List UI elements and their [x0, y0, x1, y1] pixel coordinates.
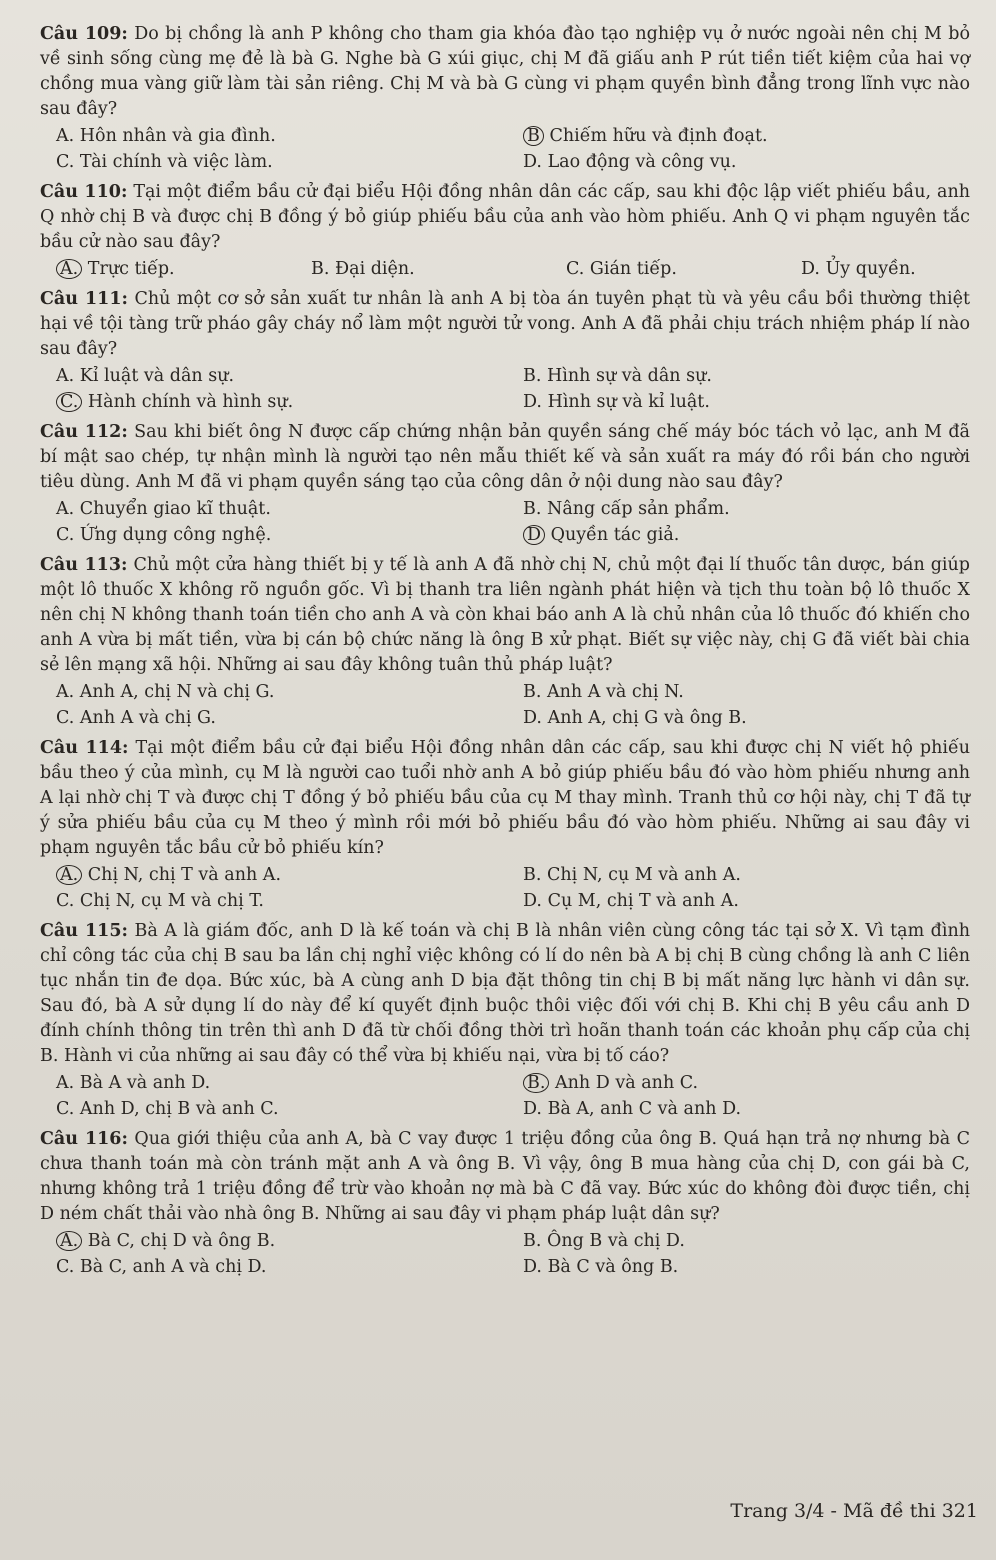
- option-b[interactable]: B. Nâng cấp sản phẩm.: [523, 499, 730, 519]
- question-label: Câu 116:: [40, 1129, 128, 1149]
- option-c[interactable]: C. Hành chính và hình sự.: [56, 390, 503, 414]
- page-footer: Trang 3/4 - Mã đề thi 321: [730, 1500, 978, 1522]
- option-a[interactable]: A. Anh A, chị N và chị G.: [56, 682, 275, 702]
- option-c[interactable]: C. Gián tiếp.: [566, 259, 677, 279]
- question-109: [40, 22, 970, 174]
- answer-options: [56, 680, 970, 730]
- question-110: [40, 180, 970, 281]
- option-a[interactable]: A. Bà A và anh D.: [56, 1073, 211, 1093]
- question-text: Câu 114: Tại một điểm bầu cử đại biểu Hội đồng nhân dân các cấp, sau khi được chị N viết hộ phiếu bầu theo ý của mình, cụ M là người cao tuổi nhờ anh A bỏ giúp phiếu bầu đó vào hòm phiếu nhưng anh A lại nhờ chị T và được chị T đồng ý bỏ phiếu bầu của cụ M thay mình. Tranh thủ cơ hội này, chị T đã tự ý sửa phiếu bầu của cụ M theo ý mình rồi mới bỏ phiếu bầu đó vào hòm phiếu. Những ai sau đây vi phạm nguyên tắc bầu cử bỏ phiếu kín?: [40, 738, 970, 858]
- question-114: [40, 736, 970, 913]
- question-label: Câu 109:: [40, 24, 128, 44]
- option-c[interactable]: C. Tài chính và việc làm.: [56, 152, 273, 172]
- question-113: [40, 553, 970, 730]
- option-d[interactable]: D. Cụ M, chị T và anh A.: [523, 891, 739, 911]
- question-text: Câu 111: Chủ một cơ sở sản xuất tư nhân là anh A bị tòa án tuyên phạt tù và yêu cầu bồi thường thiệt hại về tội tàng trữ pháo gây cháy nổ làm một người tử vong. Anh A đã phải chịu trách nhiệm pháp lí nào sau đây?: [40, 289, 970, 359]
- option-d[interactable]: D Quyền tác giả.: [523, 523, 970, 547]
- option-d[interactable]: D. Bà A, anh C và anh D.: [523, 1099, 742, 1119]
- option-b[interactable]: B. Chị N, cụ M và anh A.: [523, 865, 741, 885]
- question-label: Câu 114:: [40, 738, 129, 758]
- question-115: [40, 919, 970, 1121]
- question-text: Câu 113: Chủ một cửa hàng thiết bị y tế là anh A đã nhờ chị N, chủ một đại lí thuốc tân dược, bán giúp một lô thuốc X không rõ nguồn gốc. Vì bị thanh tra liên ngành phát hiện và tịch thu toàn bộ lô thuốc X nên chị N không thanh toán tiền cho anh A và còn khai báo anh A là chủ nhân của lô thuốc đó khiến cho anh A vừa bị mất tiền, vừa bị cán bộ chức năng là ông B xử phạt. Biết sự việc này, chị G đã viết bài chia sẻ lên mạng xã hội. Những ai sau đây không tuân thủ pháp luật?: [40, 555, 970, 675]
- option-b[interactable]: B Chiếm hữu và định đoạt.: [523, 124, 970, 148]
- option-b[interactable]: B. Anh D và anh C.: [523, 1071, 970, 1095]
- question-list: [40, 22, 970, 1285]
- option-c[interactable]: C. Chị N, cụ M và chị T.: [56, 891, 264, 911]
- question-text: Câu 110: Tại một điểm bầu cử đại biểu Hội đồng nhân dân các cấp, sau khi độc lập viết phiếu bầu, anh Q nhờ chị B và được chị B đồng ý bỏ giúp phiếu bầu của anh vào hòm phiếu. Anh Q vi phạm nguyên tắc bầu cử nào sau đây?: [40, 182, 970, 252]
- question-label: Câu 110:: [40, 182, 128, 202]
- answer-options: [56, 364, 970, 414]
- answer-options: [56, 124, 970, 174]
- question-text: Câu 109: Do bị chồng là anh P không cho tham gia khóa đào tạo nghiệp vụ ở nước ngoài nên chị M bỏ về sinh sống cùng mẹ đẻ là bà G. Nghe bà G xúi giục, chị M đã giấu anh P rút tiền tiết kiệm của hai vợ chồng mua vàng giữ làm tài sản riêng. Chị M và bà G cùng vi phạm quyền bình đẳng trong lĩnh vực nào sau đây?: [40, 24, 970, 119]
- option-d[interactable]: D. Lao động và công vụ.: [523, 152, 737, 172]
- answer-options: [56, 1229, 970, 1279]
- question-label: Câu 115:: [40, 921, 128, 941]
- question-text: Câu 112: Sau khi biết ông N được cấp chứng nhận bản quyền sáng chế máy bóc tách vỏ lạc, anh M đã bí mật sao chép, tự nhận mình là người tạo nên mẫu thiết kế và sản xuất ra máy đó rồi bán cho người tiêu dùng. Anh M đã vi phạm quyền sáng tạo của công dân ở nội dung nào sau đây?: [40, 422, 970, 492]
- option-c[interactable]: C. Bà C, anh A và chị D.: [56, 1257, 267, 1277]
- question-111: [40, 287, 970, 414]
- question-label: Câu 111:: [40, 289, 128, 309]
- question-text: Câu 116: Qua giới thiệu của anh A, bà C vay được 1 triệu đồng của ông B. Quá hạn trả nợ nhưng bà C chưa thanh toán mà còn tránh mặt anh A và ông B. Vì vậy, ông B mua hàng của chị D, con gái bà C, nhưng không trả 1 triệu đồng để trừ vào khoản nợ mà bà C đã vay. Bức xúc do không đòi được tiền, chị D ném chất thải vào nhà ông B. Những ai sau đây vi phạm pháp luật dân sự?: [40, 1129, 970, 1224]
- option-d[interactable]: D. Hình sự và kỉ luật.: [523, 392, 710, 412]
- option-a[interactable]: A. Chị N, chị T và anh A.: [56, 863, 503, 887]
- option-a[interactable]: A. Bà C, chị D và ông B.: [56, 1229, 503, 1253]
- question-label: Câu 113:: [40, 555, 128, 575]
- answer-options: [56, 1071, 970, 1121]
- option-a[interactable]: A. Trực tiếp.: [56, 257, 291, 281]
- option-c[interactable]: C. Anh D, chị B và anh C.: [56, 1099, 279, 1119]
- option-a[interactable]: A. Hôn nhân và gia đình.: [56, 126, 276, 146]
- option-a[interactable]: A. Chuyển giao kĩ thuật.: [56, 499, 271, 519]
- option-b[interactable]: B. Hình sự và dân sự.: [523, 366, 712, 386]
- question-112: [40, 420, 970, 547]
- option-c[interactable]: C. Anh A và chị G.: [56, 708, 216, 728]
- answer-options: [56, 257, 970, 281]
- answer-options: [56, 497, 970, 547]
- option-d[interactable]: D. Anh A, chị G và ông B.: [523, 708, 747, 728]
- option-b[interactable]: B. Đại diện.: [311, 259, 415, 279]
- question-label: Câu 112:: [40, 422, 128, 442]
- option-a[interactable]: A. Kỉ luật và dân sự.: [56, 366, 235, 386]
- answer-options: [56, 863, 970, 913]
- question-116: [40, 1127, 970, 1279]
- option-b[interactable]: B. Ông B và chị D.: [523, 1231, 685, 1251]
- option-b[interactable]: B. Anh A và chị N.: [523, 682, 684, 702]
- question-text: Câu 115: Bà A là giám đốc, anh D là kế toán và chị B là nhân viên cùng công tác tại sở X. Vì tạm đình chỉ công tác của chị B sau ba lần chị nghỉ việc không có lí do nên bà A bị chị B cùng chồng là anh C liên tục nhắn tin đe dọa. Bức xúc, bà A cùng anh D bịa đặt thông tin chị B bị mất năng lực hành vi dân sự. Sau đó, bà A sử dụng lí do này để kí quyết định buộc thôi việc đối với chị B. Khi chị B yêu cầu anh D đính chính thông tin trên thì anh D đã từ chối đồng thời trì hoãn thanh toán các khoản phụ cấp của chị B. Hành vi của những ai sau đây có thể vừa bị khiếu nại, vừa bị tố cáo?: [40, 921, 970, 1066]
- option-d[interactable]: D. Bà C và ông B.: [523, 1257, 679, 1277]
- option-d[interactable]: D. Ủy quyền.: [801, 259, 916, 279]
- option-c[interactable]: C. Ứng dụng công nghệ.: [56, 525, 272, 545]
